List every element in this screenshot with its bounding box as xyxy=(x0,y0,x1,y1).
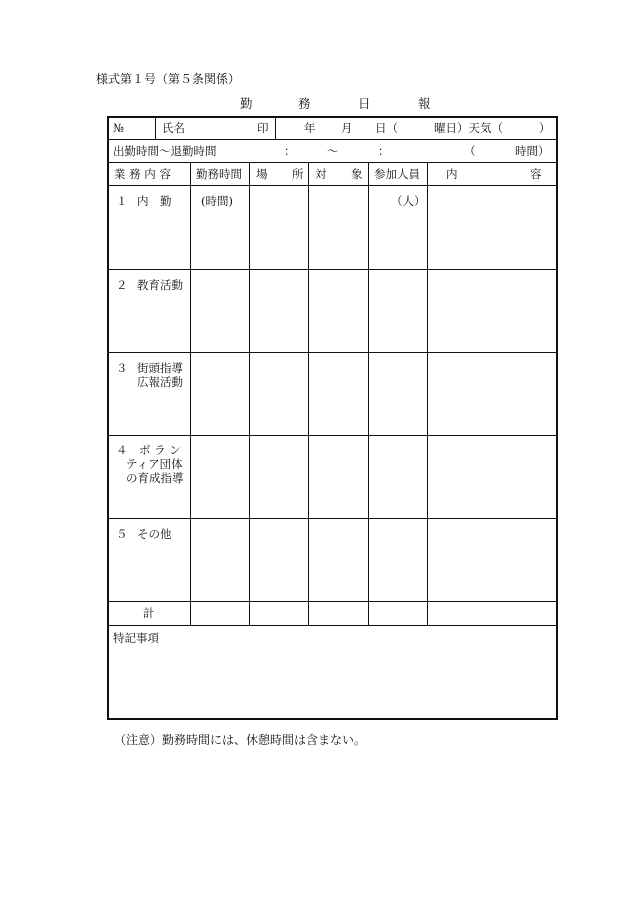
col-divider xyxy=(249,162,250,625)
col-target-b: 象 xyxy=(351,167,363,181)
col-divider xyxy=(275,117,276,139)
row-divider xyxy=(108,269,557,270)
col-divider xyxy=(155,117,156,139)
row-label: ボ ラ ン xyxy=(139,443,181,457)
row-number: ４ xyxy=(116,443,128,457)
people-unit: （人） xyxy=(391,194,426,208)
time-unit: (時間) xyxy=(201,194,233,208)
row-divider xyxy=(108,625,557,626)
row-number: １ xyxy=(116,194,128,208)
col-place-a: 場 xyxy=(256,167,268,181)
name-label: 氏名 xyxy=(162,121,185,135)
weekday-weather-label: 曜日）天気（ xyxy=(434,121,503,135)
day-label: 日（ xyxy=(375,121,398,135)
col-divider xyxy=(190,162,191,625)
title-char: 勤 xyxy=(240,96,253,111)
row-divider xyxy=(108,518,557,519)
col-participants: 参加人員 xyxy=(374,167,420,181)
time-colon: ： xyxy=(378,144,390,158)
row-label: 教育活動 xyxy=(137,278,183,292)
attendance-time-label: 出勤時間～退勤時間 xyxy=(113,144,217,158)
note: （注意）勤務時間には、休憩時間は含まない。 xyxy=(114,733,367,747)
total-label: 計 xyxy=(143,606,155,620)
row-label: 広報活動 xyxy=(137,375,183,389)
col-divider xyxy=(308,162,309,625)
row-divider xyxy=(108,185,557,186)
row-label: その他 xyxy=(137,527,172,541)
title-char: 報 xyxy=(418,96,431,111)
no-label: № xyxy=(113,121,124,135)
col-content-a: 内 xyxy=(446,167,458,181)
weather-close: ） xyxy=(539,121,551,135)
row-divider xyxy=(108,601,557,602)
form-number: 様式第１号（第５条関係） xyxy=(96,72,241,86)
month-label: 月 xyxy=(341,121,353,135)
col-target-a: 対 xyxy=(315,167,327,181)
row-label: 街頭指導 xyxy=(137,361,183,375)
col-work-time: 勤務時間 xyxy=(196,167,242,181)
title-char: 日 xyxy=(358,96,371,111)
col-divider xyxy=(368,162,369,625)
remarks-label: 特記事項 xyxy=(113,631,159,645)
hours-paren-open: （ xyxy=(464,144,476,158)
row-label: ティア団体 xyxy=(126,457,183,471)
col-work-content: 業 務 内 容 xyxy=(114,167,171,181)
col-divider xyxy=(427,162,428,625)
row-divider xyxy=(108,352,557,353)
year-label: 年 xyxy=(304,121,316,135)
row-number: ３ xyxy=(116,361,128,375)
hours-label: 時間） xyxy=(515,144,550,158)
title-char: 務 xyxy=(298,96,311,111)
work-report-table xyxy=(107,116,558,720)
seal-label: 印 xyxy=(257,121,269,135)
col-content-b: 容 xyxy=(530,167,542,181)
row-divider xyxy=(108,435,557,436)
row-label: 内 勤 xyxy=(137,194,172,208)
time-colon: ： xyxy=(284,144,296,158)
row-label: の育成指導 xyxy=(126,471,184,485)
row-number: ２ xyxy=(116,278,128,292)
time-tilde: ～ xyxy=(327,144,339,158)
col-place-b: 所 xyxy=(292,167,304,181)
row-divider xyxy=(108,162,557,163)
row-number: ５ xyxy=(116,527,128,541)
row-divider xyxy=(108,139,557,140)
